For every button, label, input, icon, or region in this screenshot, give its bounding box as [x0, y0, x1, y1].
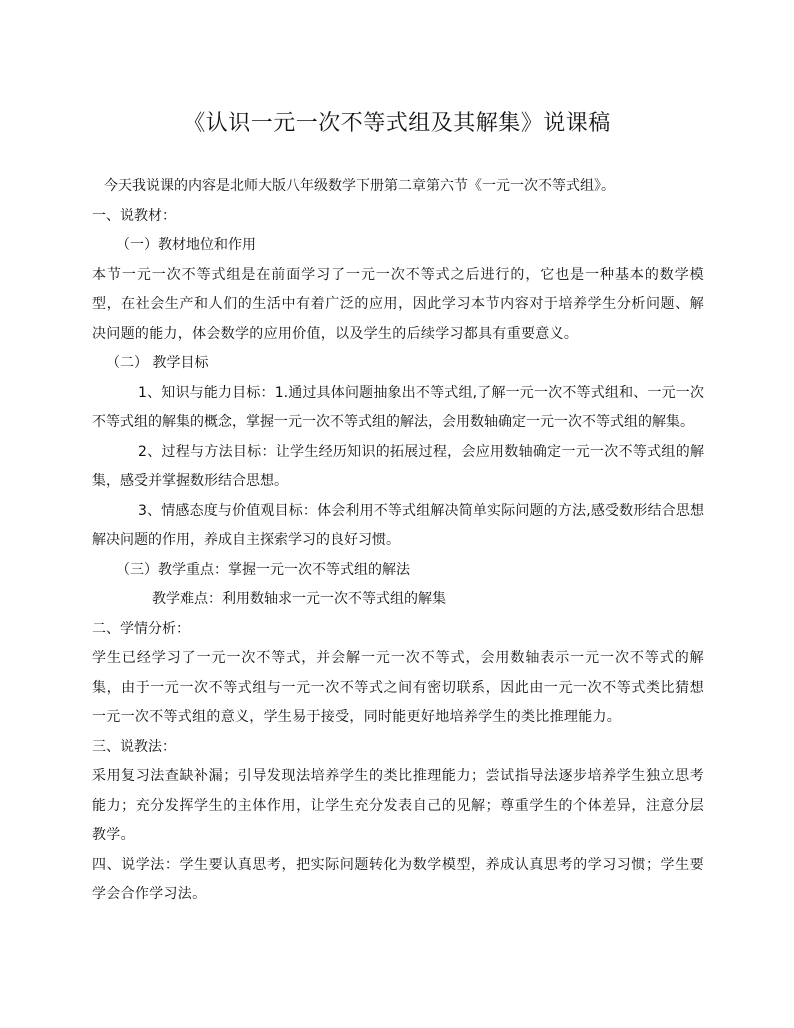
teaching-difficulty-line: 教学难点：利用数轴求一元一次不等式组的解集 — [152, 591, 446, 607]
section-1-heading: 一、说教材： — [92, 207, 176, 224]
section-1-subheading-goals: （二） 教学目标 — [106, 355, 209, 371]
goal-process-paragraph: 2、过程与方法目标：让学生经历知识的拓展过程，会应用数轴确定一元一次不等式组的解集，感受并掌握数形结合思想。 — [92, 443, 704, 489]
section-3-heading: 三、说教法： — [92, 738, 176, 755]
goal-knowledge-paragraph: 1、知识与能力目标：1.通过具体问题抽象出不等式组,了解一元一次不等式组和、一元一次不等式组的解集的概念，掌握一元一次不等式组的解法，会用数轴确定一元一次不等式组的解集。 — [92, 384, 704, 430]
section-3-paragraph: 采用复习法查缺补漏；引导发现法培养学生的类比推理能力；尝试指导法逐步培养学生独立思考能力；充分发挥学生的主体作用，让学生充分发表自己的见解；尊重学生的个体差异，注意分层教学。 — [92, 768, 704, 843]
goal-attitude-paragraph: 3、情感态度与价值观目标：体会利用不等式组解决简单实际问题的方法,感受数形结合思想解决问题的作用，养成自主探索学习的良好习惯。 — [92, 502, 704, 548]
section-2-heading: 二、学情分析： — [92, 620, 190, 637]
section-4-paragraph: 四、说学法：学生要认真思考，把实际问题转化为数学模型，养成认真思考的学习习惯；学生要学会合作学习法。 — [92, 856, 704, 902]
teaching-focus-line: （三）教学重点：掌握一元一次不等式组的解法 — [116, 561, 410, 578]
document-body — [92, 172, 704, 910]
section-1-subheading-role: （一）教材地位和作用 — [116, 237, 256, 253]
section-2-paragraph: 学生已经学习了一元一次不等式，并会解一元一次不等式，会用数轴表示一元一次不等式的解集，由于一元一次不等式组与一元一次不等式之间有密切联系，因此由一元一次不等式类比猜想一元一次不等式组的意义，学生易于接受，同时能更好地培养学生的类比推理能力。 — [92, 650, 704, 725]
section-1-role-paragraph: 本节一元一次不等式组是在前面学习了一元一次不等式之后进行的，它也是一种基本的数学模型，在社会生产和人们的生活中有着广泛的应用，因此学习本节内容对于培养学生分析问题、解决问题的能力，体会数学的应用价值，以及学生的后续学习都具有重要意义。 — [92, 266, 704, 342]
page-title: 《认识一元一次不等式组及其解集》说课稿 — [183, 111, 611, 136]
intro-paragraph: 今天我说课的内容是北师大版八年级数学下册第二章第六节《一元一次不等式组》。 — [104, 178, 615, 194]
